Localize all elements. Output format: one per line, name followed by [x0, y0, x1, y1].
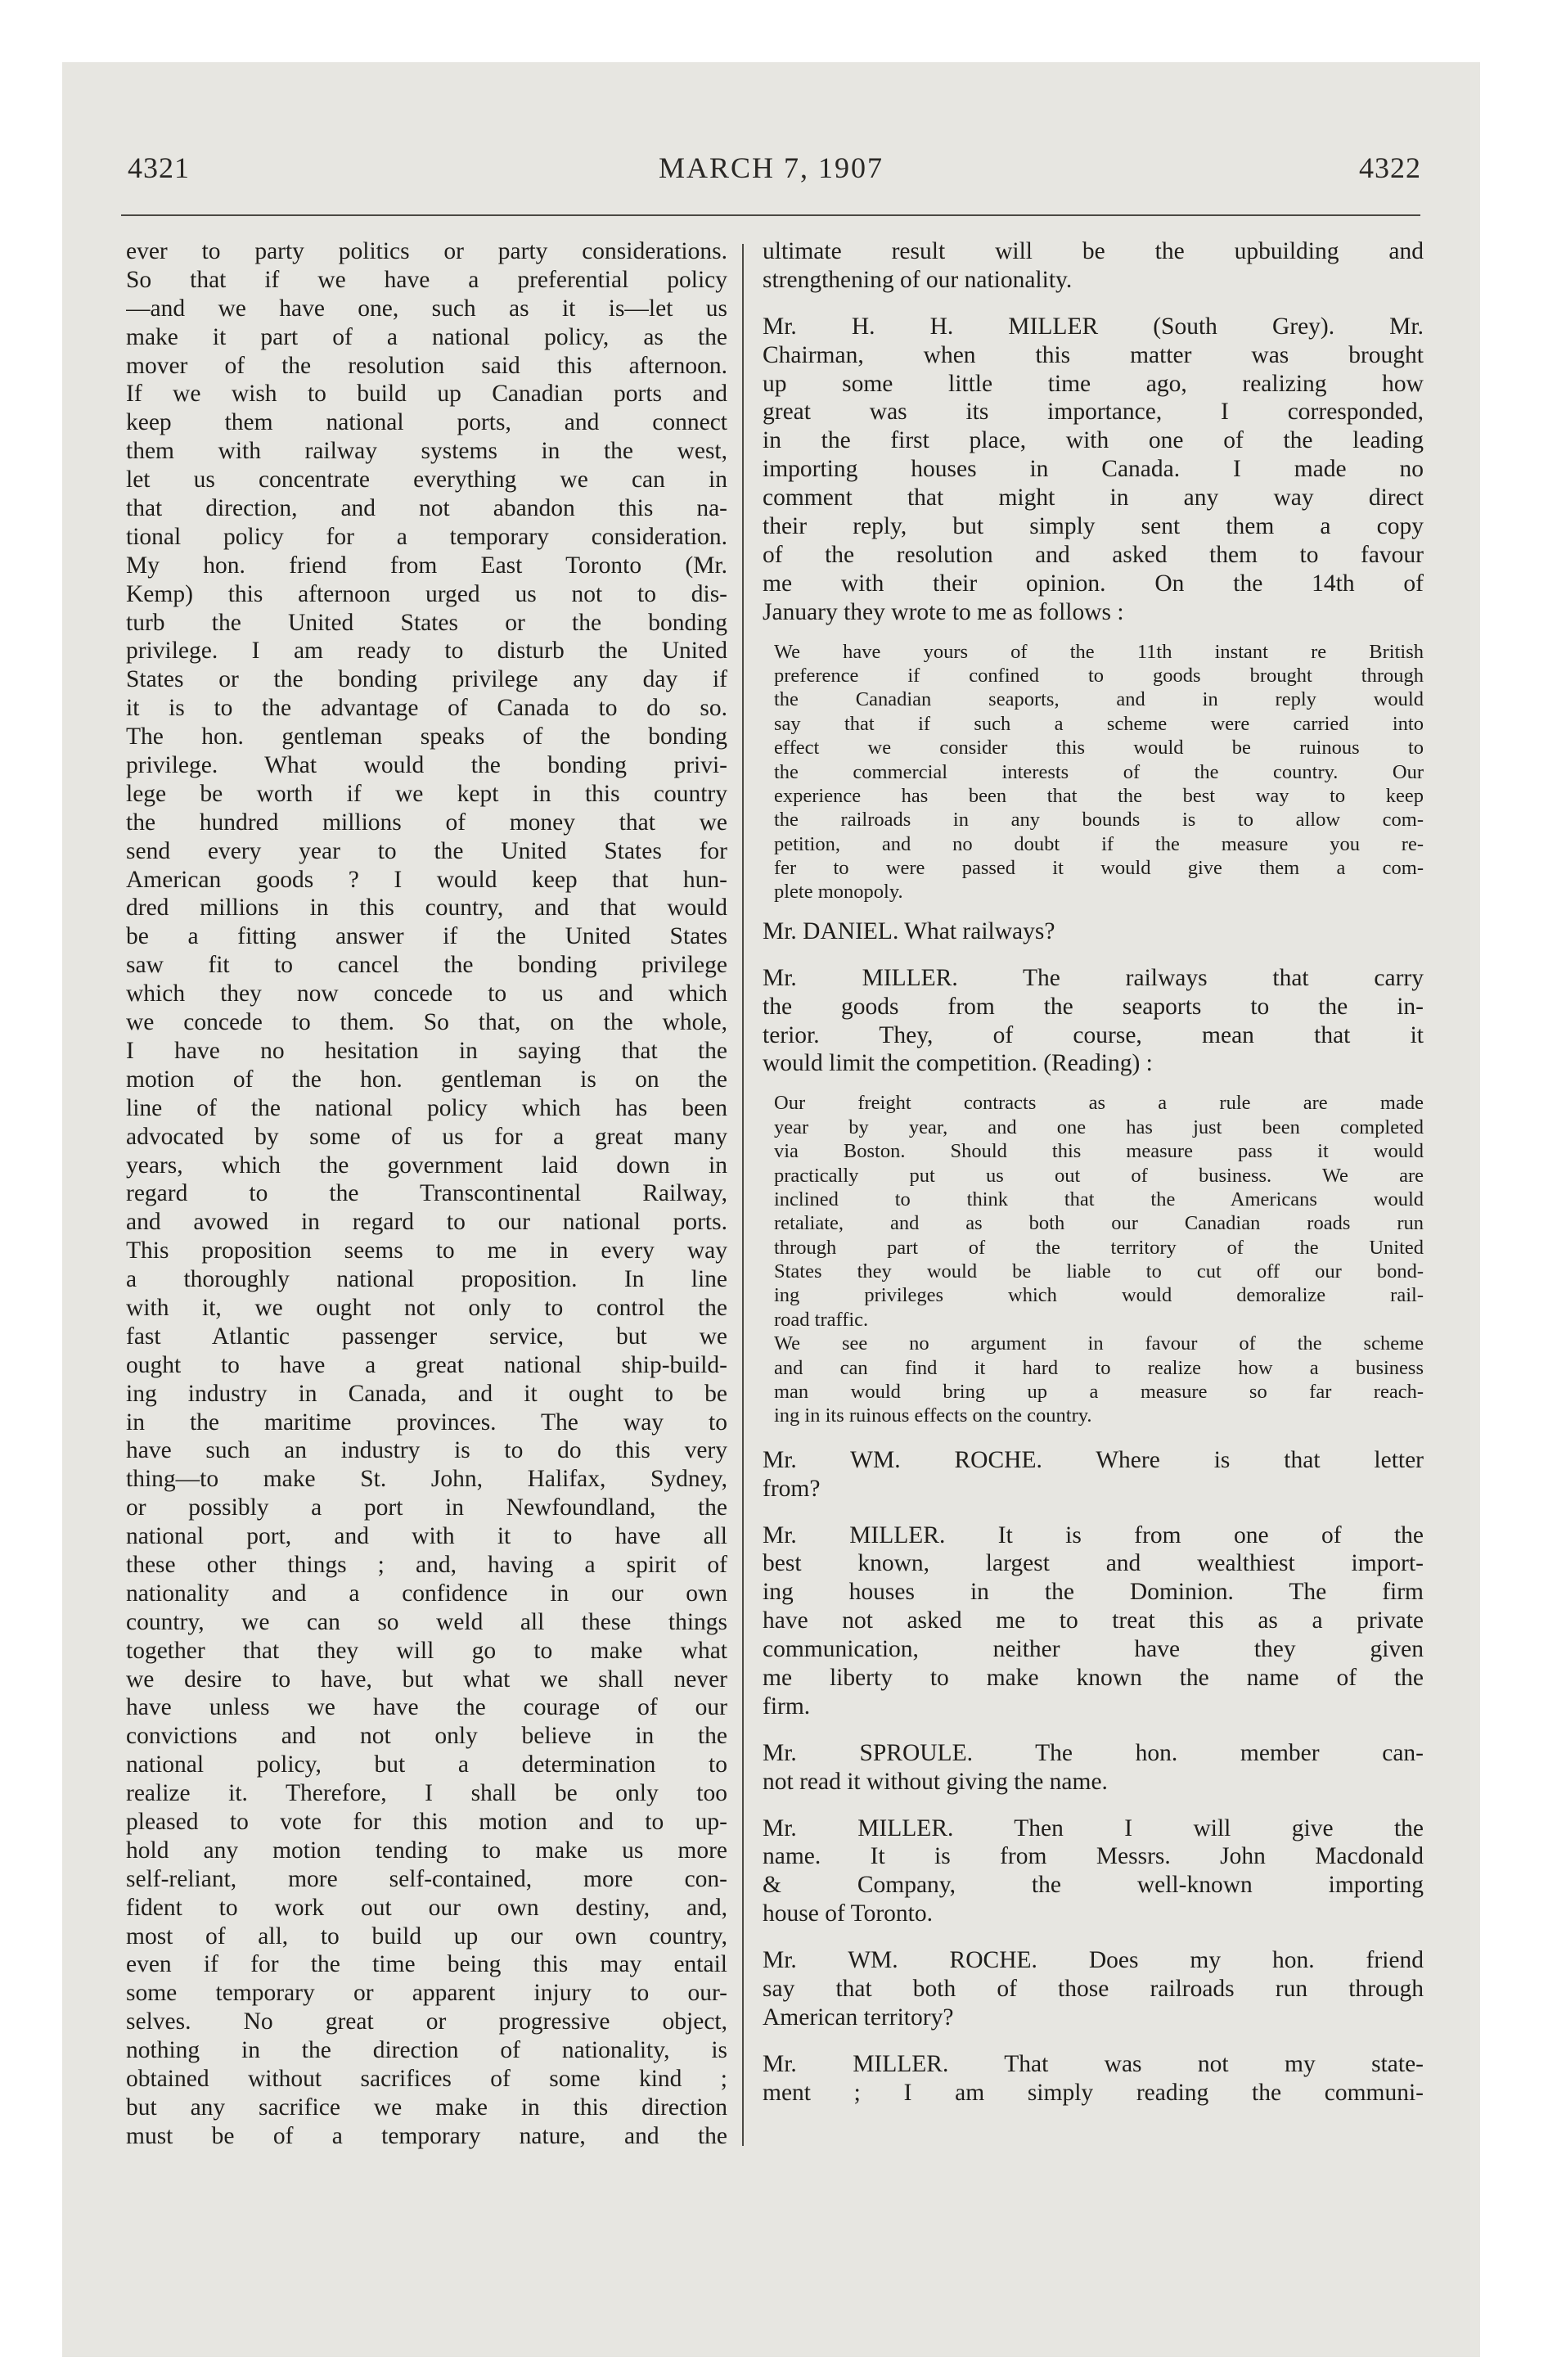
- text-line: which they now concede to us and which: [126, 980, 727, 1007]
- text-line: let us concentrate everything we can in: [126, 467, 727, 494]
- text-line: have unless we have the courage of our: [126, 1694, 727, 1721]
- text-line: would limit the competition. (Reading) :: [763, 1050, 1153, 1077]
- page-sheet: [62, 62, 1480, 2357]
- text-line: ment ; I am simply reading the communi-: [763, 2079, 1424, 2106]
- text-line: with it, we ought not only to control the: [126, 1294, 727, 1321]
- text-line: dred millions in this country, and that would: [126, 895, 727, 922]
- text-line: So that if we have a preferential policy: [126, 266, 727, 293]
- text-line: great was its importance, I corresponded,: [763, 399, 1424, 426]
- text-line: say that if such a scheme were carried into: [774, 712, 1424, 735]
- text-line: say that both of those railroads run through: [763, 1976, 1424, 2003]
- text-line: the hundred millions of money that we: [126, 809, 727, 836]
- text-line: man would bring up a measure so far reach-: [774, 1381, 1424, 1404]
- text-line: send every year to the United States for: [126, 837, 727, 864]
- text-line: the railroads in any bounds is to allow com-: [774, 809, 1424, 832]
- text-line: from?: [763, 1475, 821, 1502]
- text-line: ever to party politics or party considerations.: [126, 238, 727, 264]
- speech-continuation: [126, 237, 727, 2151]
- text-line: national policy, but a determination to: [126, 1751, 727, 1778]
- letter-quote-1: [763, 640, 1424, 904]
- text-line: privilege. What would the bonding privi-: [126, 752, 727, 779]
- text-line: me liberty to make known the name of the: [763, 1665, 1424, 1692]
- text-line: terior. They, of course, mean that it: [763, 1021, 1424, 1048]
- text-line: ing privileges which would demoralize rail-: [774, 1284, 1424, 1307]
- text-line: petition, and no doubt if the measure you re-: [774, 832, 1424, 855]
- header-rule: [121, 214, 1420, 216]
- text-line: ought to have a great national ship-build-: [126, 1351, 727, 1378]
- text-line: house of Toronto.: [763, 1900, 933, 1927]
- text-line: national port, and with it to have all: [126, 1523, 727, 1550]
- text-line: I have no hesitation in saying that the: [126, 1037, 727, 1064]
- text-line: comment that might in any way direct: [763, 485, 1424, 512]
- text-line: The hon. gentleman speaks of the bonding: [126, 723, 727, 751]
- text-line: even if for the time being this may entail: [126, 1951, 727, 1978]
- text-line: it is to the advantage of Canada to do so.: [126, 695, 727, 722]
- speech-miller-reply: [763, 2050, 1424, 2107]
- text-line: line of the national policy which has been: [126, 1094, 727, 1121]
- text-line: mover of the resolution said this afternoon.: [126, 352, 727, 379]
- text-line: Mr. MILLER. That was not my state-: [763, 2050, 1424, 2077]
- letter-quote-2: [763, 1091, 1424, 1332]
- text-line: country, we can so weld all these things: [126, 1608, 727, 1635]
- text-line: Chairman, when this matter was brought: [763, 341, 1424, 368]
- text-line: practically put us out of business. We are: [774, 1164, 1424, 1187]
- text-line: convictions and not only believe in the: [126, 1723, 727, 1750]
- text-line: best known, largest and wealthiest import-: [763, 1550, 1424, 1577]
- interjection-roche-1: [763, 1446, 1424, 1503]
- text-line: inclined to think that the Americans would: [774, 1188, 1424, 1210]
- text-line: American territory?: [763, 2004, 954, 2031]
- text-line: of the resolution and asked them to favour: [763, 541, 1424, 568]
- text-line: If we wish to build up Canadian ports and: [126, 381, 727, 408]
- text-line: via Boston. Should this measure pass it would: [774, 1140, 1424, 1163]
- text-line: Mr. MILLER. It is from one of the: [763, 1521, 1424, 1548]
- speech-miller-railways: [763, 964, 1424, 1079]
- right-column: [763, 237, 1424, 2152]
- text-line: Mr. WM. ROCHE. Does my hon. friend: [763, 1947, 1424, 1974]
- text-line: Mr. SPROULE. The hon. member can-: [763, 1739, 1424, 1766]
- text-line: thing—to make St. John, Halifax, Sydney,: [126, 1466, 727, 1493]
- text-line: ultimate result will be the upbuilding and: [763, 238, 1424, 264]
- text-line: their reply, but simply sent them a copy: [763, 513, 1424, 540]
- text-line: up some little time ago, realizing how: [763, 370, 1424, 397]
- interjection-daniel: [763, 917, 1424, 946]
- text-line: years, which the government laid down in: [126, 1152, 727, 1179]
- interjection-sproule: [763, 1739, 1424, 1796]
- text-line: My hon. friend from East Toronto (Mr.: [126, 552, 727, 579]
- column-divider: [742, 244, 744, 2146]
- text-line: or possibly a port in Newfoundland, the: [126, 1494, 727, 1521]
- text-line: must be of a temporary nature, and the: [126, 2122, 727, 2149]
- text-line: plete monopoly.: [774, 881, 903, 904]
- text-line: American goods ? I would keep that hun-: [126, 866, 727, 893]
- text-line: nationality and a confidence in our own: [126, 1580, 727, 1607]
- text-line: these other things ; and, having a spirit of: [126, 1551, 727, 1578]
- text-line: effect we consider this would be ruinous to: [774, 737, 1424, 760]
- text-line: privilege. I am ready to disturb the United: [126, 638, 727, 665]
- text-line: obtained without sacrifices of some kind ;: [126, 2066, 727, 2092]
- text-line: realize it. Therefore, I shall be only too: [126, 1780, 727, 1807]
- text-line: have such an industry is to do this very: [126, 1437, 727, 1464]
- text-line: turb the United States or the bonding: [126, 609, 727, 636]
- text-line: them with railway systems in the west,: [126, 438, 727, 465]
- speech-miller-intro: [763, 313, 1424, 627]
- text-line: nothing in the direction of nationality, is: [126, 2037, 727, 2064]
- text-line: saw fit to cancel the bonding privilege: [126, 952, 727, 979]
- text-line: —and we have one, such as it is—let us: [126, 295, 727, 322]
- text-line: a thoroughly national proposition. In line: [126, 1266, 727, 1293]
- text-line: the goods from the seaports to the in-: [763, 993, 1424, 1020]
- text-line: through part of the territory of the United: [774, 1236, 1424, 1259]
- text-line: have not asked me to treat this as a private: [763, 1607, 1424, 1634]
- text-line: the Canadian seaports, and in reply would: [774, 688, 1424, 711]
- text-line: Mr. MILLER. The railways that carry: [763, 964, 1424, 991]
- interjection-roche-2: [763, 1946, 1424, 2032]
- page-date: MARCH 7, 1907: [658, 151, 884, 184]
- text-line: States they would be liable to cut off our bond-: [774, 1260, 1424, 1283]
- text-line: selves. No great or progressive object,: [126, 2008, 727, 2035]
- text-line: Our freight contracts as a rule are made: [774, 1092, 1424, 1115]
- text-line: experience has been that the best way to keep: [774, 784, 1424, 807]
- text-line: fident to work out our own destiny, and,: [126, 1894, 727, 1921]
- text-line: firm.: [763, 1693, 811, 1720]
- speech-miller-name: [763, 1814, 1424, 1929]
- text-line: self-reliant, more self-contained, more con-: [126, 1865, 727, 1892]
- text-line: not read it without giving the name.: [763, 1768, 1108, 1795]
- text-line: ing industry in Canada, and it ought to be: [126, 1380, 727, 1407]
- text-line: be a fitting answer if the United States: [126, 923, 727, 950]
- text-line: fer to were passed it would give them a com-: [774, 857, 1424, 880]
- text-line: name. It is from Messrs. John Macdonald: [763, 1843, 1424, 1870]
- text-line: that direction, and not abandon this na-: [126, 495, 727, 522]
- text-line: together that they will go to make what: [126, 1637, 727, 1664]
- text-line: retaliate, and as both our Canadian roads run: [774, 1212, 1424, 1235]
- text-line: preference if confined to goods brought through: [774, 664, 1424, 687]
- text-line: ing houses in the Dominion. The firm: [763, 1579, 1424, 1606]
- text-line: importing houses in Canada. I made no: [763, 456, 1424, 483]
- text-line: we concede to them. So that, on the whole,: [126, 1009, 727, 1036]
- text-line: lege be worth if we kept in this country: [126, 780, 727, 807]
- text-line: road traffic.: [774, 1308, 869, 1331]
- text-line: make it part of a national policy, as the: [126, 323, 727, 350]
- text-line: some temporary or apparent injury to our-: [126, 1980, 727, 2007]
- text-line: We see no argument in favour of the scheme: [774, 1332, 1424, 1355]
- text-line: regard to the Transcontinental Railway,: [126, 1180, 727, 1207]
- text-line: me with their opinion. On the 14th of: [763, 570, 1424, 597]
- text-line: in the maritime provinces. The way to: [126, 1409, 727, 1436]
- text-line: the commercial interests of the country. Our: [774, 760, 1424, 783]
- text-line: tional policy for a temporary consideration.: [126, 523, 727, 550]
- text-line: Mr. H. H. MILLER (South Grey). Mr.: [763, 313, 1424, 340]
- text-line: pleased to vote for this motion and to up-: [126, 1808, 727, 1835]
- text-line: fast Atlantic passenger service, but we: [126, 1323, 727, 1350]
- text-line: ing in its ruinous effects on the country.: [774, 1404, 1092, 1427]
- text-line: in the first place, with one of the leading: [763, 427, 1424, 454]
- text-line: advocated by some of us for a great many: [126, 1123, 727, 1150]
- right-page-number: 4322: [1359, 151, 1421, 184]
- text-line: & Company, the well-known importing: [763, 1872, 1424, 1899]
- text-line: and can find it hard to realize how a business: [774, 1356, 1424, 1379]
- text-line: States or the bonding privilege any day if: [126, 666, 727, 693]
- text-line: Mr. MILLER. Then I will give the: [763, 1814, 1424, 1841]
- text-line: but any sacrifice we make in this direction: [126, 2094, 727, 2121]
- text-line: Mr. DANIEL. What railways?: [763, 917, 1055, 944]
- text-line: January they wrote to me as follows :: [763, 598, 1124, 625]
- text-line: Kemp) this afternoon urged us not to dis-: [126, 580, 727, 607]
- text-line: communication, neither have they given: [763, 1636, 1424, 1663]
- text-line: and avowed in regard to our national ports.: [126, 1209, 727, 1236]
- text-line: We have yours of the 11th instant re British: [774, 640, 1424, 663]
- speech-miller-source: [763, 1521, 1424, 1721]
- text-line: This proposition seems to me in every way: [126, 1237, 727, 1264]
- text-line: year by year, and one has just been completed: [774, 1116, 1424, 1138]
- left-column: [126, 237, 727, 2152]
- text-line: motion of the hon. gentleman is on the: [126, 1066, 727, 1093]
- text-line: we desire to have, but what we shall never: [126, 1666, 727, 1693]
- letter-quote-3: [763, 1332, 1424, 1428]
- text-line: keep them national ports, and connect: [126, 409, 727, 436]
- running-header: [62, 151, 1480, 200]
- text-line: hold any motion tending to make us more: [126, 1837, 727, 1864]
- text-line: most of all, to build up our own country,: [126, 1922, 727, 1950]
- left-page-number: 4321: [128, 151, 190, 184]
- text-line: Mr. WM. ROCHE. Where is that letter: [763, 1446, 1424, 1473]
- text-line: strengthening of our nationality.: [763, 266, 1073, 293]
- speech-conclusion: [763, 237, 1424, 295]
